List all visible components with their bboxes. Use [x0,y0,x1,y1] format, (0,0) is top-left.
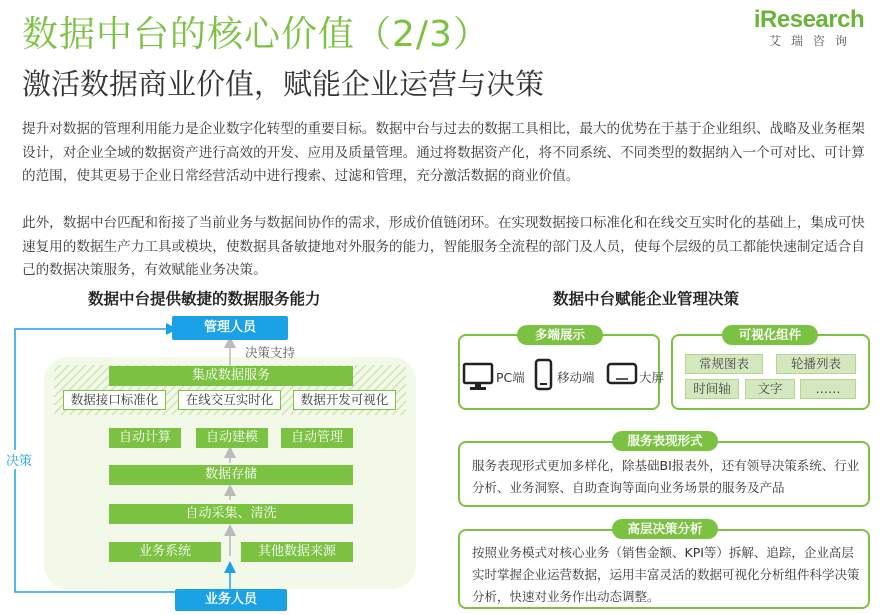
other-sources-box: 其他数据来源 [241,542,353,562]
right-diagram-title: 数据中台赋能企业管理决策 [553,290,740,308]
pc-label: PC端 [496,370,525,385]
screen-icon [606,362,638,386]
service-forms-label: 服务表现形式 [612,431,718,451]
decision-side-label: 决策 [6,450,32,469]
monitor-icon [462,362,494,392]
mobile-label: 移动端 [557,370,595,385]
business-staff-box: 业务人员 [175,589,287,611]
intro-paragraph-2: 此外，数据中台匹配和衔接了当前业务与数据间协作的需求，形成价值链闭环。在实现数据接口标准化和在线交互实时化的基础上，集成可快速复用的数据生产力工具或模块，使数据具备敏捷地对外服务的能力，智能服务全流程的部门及人员，使每个层级的员工都能快速制定适合自己的数据决策服务，有效赋能业务决策。 [22,215,865,278]
auto-compute-box: 自动计算 [109,428,181,448]
logo-text: iResearch [753,6,865,33]
visual-components-label: 可视化组件 [722,325,818,345]
senior-decision-label: 高层决策分析 [612,519,718,539]
tag-more: …… [800,379,856,399]
business-system-box: 业务系统 [109,542,221,562]
logo-subtext: 艾瑞咨询 [768,34,857,48]
interface-standardization-box: 数据接口标准化 [63,390,166,410]
dev-visualization-box: 数据开发可视化 [293,390,396,410]
tag-text: 文字 [745,379,795,399]
tag-regular-chart: 常规图表 [685,354,763,374]
auto-management-box: 自动管理 [281,428,353,448]
data-storage-bar: 数据存储 [109,465,353,485]
page-subtitle: 激活数据商业价值，赋能企业运营与决策 [22,67,545,101]
left-diagram-title: 数据中台提供敏捷的数据服务能力 [88,290,321,308]
management-staff-box: 管理人员 [172,316,288,340]
big-screen-label: 大屏 [639,370,665,385]
phone-icon [534,358,554,392]
senior-decision-text: 按照业务模式对核心业务（销售金额、KPI等）拆解、追踪，企业高层实时掌握企业运营数据，运用丰富灵活的数据可视化分析组件科学决策分析，快速对业务作出动态调整。 [472,545,860,604]
integrated-data-service-bar: 集成数据服务 [109,366,353,386]
decision-support-label: 决策支持 [245,345,296,360]
online-realtime-box: 在线交互实时化 [178,390,281,410]
tag-timeline: 时间轴 [685,379,739,399]
auto-collection-bar: 自动采集、清洗 [109,504,353,524]
service-forms-text: 服务表现形式更加多样化，除基础BI报表外，还有领导决策系统、行业分析、业务洞察、自助查询等面向业务场景的服务及产品 [472,458,860,495]
tag-carousel-list: 轮播列表 [776,354,856,374]
auto-modeling-box: 自动建模 [196,428,268,448]
multi-display-label: 多端展示 [517,325,603,345]
intro-paragraph-1: 提升对数据的管理利用能力是企业数字化转型的重要目标。数据中台与过去的数据工具相比，最大的优势在于基于企业组织、战略及业务框架设计，对企业全域的数据资产进行高效的开发、应用及质量管理。通过将数据资产化，将不同系统、不同类型的数据纳入一个可对比、可计算的范围，使其更易于企业日常经营活动中进行搜索、过滤和管理，充分激活数据的商业价值。 [22,121,865,184]
page-title: 数据中台的核心价值（2/3） [22,14,490,55]
